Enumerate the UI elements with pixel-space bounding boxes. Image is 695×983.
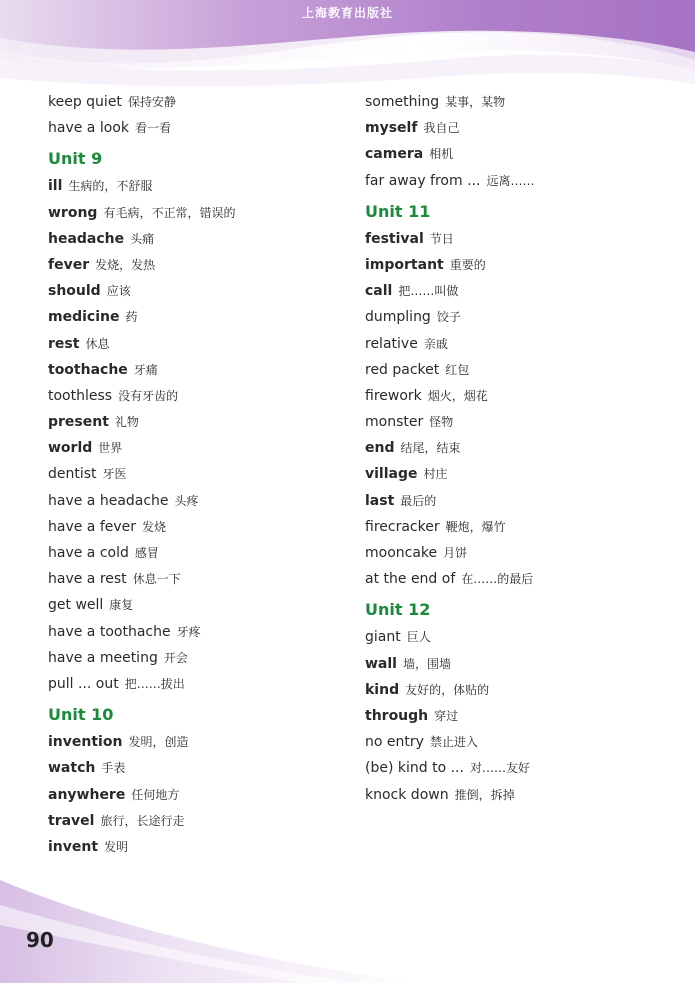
english-term: keep quiet	[48, 94, 122, 110]
english-term: last	[365, 492, 395, 509]
vocabulary-entry	[365, 702, 665, 728]
chinese-translation: 任何地方	[131, 787, 180, 802]
english-term: invent	[48, 838, 99, 855]
chinese-translation: 穿过	[434, 708, 459, 723]
english-term: through	[365, 707, 429, 724]
vocabulary-entry	[365, 356, 665, 382]
english-term: invention	[48, 734, 123, 751]
english-term: rest	[48, 335, 80, 352]
english-term: firecracker	[365, 518, 440, 535]
vocabulary-entry	[48, 807, 348, 833]
chinese-translation: 礼物	[114, 415, 139, 430]
vocabulary-entry	[365, 539, 665, 565]
chinese-translation: 远离……	[486, 173, 535, 188]
vocabulary-entry	[48, 277, 348, 303]
chinese-translation: 休息一下	[132, 572, 181, 587]
unit-heading: Unit 12	[365, 600, 431, 620]
vocabulary-entry	[365, 330, 665, 356]
chinese-translation: 红包	[445, 362, 470, 377]
chinese-translation: 禁止进入	[429, 735, 478, 750]
english-term: have a cold	[48, 545, 129, 561]
vocabulary-entry	[48, 199, 348, 225]
english-term: no entry	[365, 734, 424, 751]
unit-heading: Unit 9	[48, 149, 103, 169]
vocabulary-entry	[365, 277, 665, 303]
vocabulary-entry	[48, 513, 348, 539]
english-term: (be) kind to ...	[365, 760, 464, 777]
english-term: relative	[365, 335, 418, 352]
vocabulary-right-column	[365, 88, 665, 807]
english-term: get well	[48, 597, 104, 614]
chinese-translation: 鞭炮，爆竹	[445, 519, 506, 534]
chinese-translation: 推倒，拆掉	[454, 787, 515, 802]
vocabulary-entry	[365, 513, 665, 539]
unit-heading: Unit 10	[48, 705, 114, 725]
vocabulary-entry	[365, 140, 665, 166]
chinese-translation: 没有牙齿的	[118, 388, 179, 403]
chinese-translation: 发明	[104, 839, 129, 854]
vocabulary-entry	[365, 460, 665, 486]
english-term: dentist	[48, 466, 97, 483]
vocabulary-entry	[365, 408, 665, 434]
english-term: important	[365, 256, 444, 273]
vocabulary-entry	[365, 487, 665, 513]
vocabulary-entry	[365, 167, 665, 193]
chinese-translation: 保持安静	[127, 95, 176, 109]
english-term: call	[365, 283, 393, 300]
vocabulary-entry	[48, 356, 348, 382]
chinese-translation: 相机	[429, 147, 454, 162]
english-term: have a headache	[48, 492, 169, 509]
chinese-translation: 生病的，不舒服	[68, 179, 153, 194]
english-term: knock down	[365, 786, 449, 803]
chinese-translation: 世界	[98, 441, 123, 456]
chinese-translation: 怪物	[429, 415, 454, 430]
chinese-translation: 亲戚	[423, 336, 448, 351]
chinese-translation: 节日	[429, 231, 454, 246]
vocabulary-entry	[48, 408, 348, 434]
chinese-translation: 旅行，长途行走	[100, 813, 185, 828]
english-term: monster	[365, 414, 424, 431]
vocabulary-entry	[48, 728, 348, 754]
chinese-translation: 头疼	[174, 493, 199, 508]
chinese-translation: 手表	[101, 761, 126, 776]
vocabulary-entry	[48, 487, 348, 513]
vocabulary-entry	[48, 251, 348, 277]
vocabulary-entry	[48, 670, 348, 696]
english-term: kind	[365, 681, 400, 698]
english-term: red packet	[365, 361, 440, 378]
english-term: should	[48, 283, 101, 300]
english-term: toothless	[48, 387, 113, 404]
chinese-translation: 我自己	[423, 121, 460, 136]
vocabulary-entry	[48, 754, 348, 780]
vocabulary-entry	[48, 434, 348, 460]
vocabulary-entry	[365, 565, 665, 591]
english-term: festival	[365, 230, 424, 247]
vocabulary-entry	[365, 225, 665, 251]
vocabulary-entry	[48, 382, 348, 408]
english-term: at the end of	[365, 571, 456, 588]
english-term: wall	[365, 655, 397, 672]
vocabulary-entry	[48, 88, 348, 114]
english-term: have a meeting	[48, 649, 158, 666]
english-term: village	[365, 466, 418, 483]
vocabulary-entry	[48, 591, 348, 617]
chinese-translation: 月饼	[443, 546, 468, 560]
vocabulary-entry	[48, 644, 348, 670]
chinese-translation: 村庄	[423, 467, 448, 482]
english-term: pull ... out	[48, 675, 119, 692]
vocabulary-entry	[48, 303, 348, 329]
vocabulary-entry	[48, 225, 348, 251]
publisher-header: 上海教育出版社	[301, 6, 393, 20]
chinese-translation: 重要的	[449, 257, 486, 272]
vocabulary-entry	[48, 618, 348, 644]
chinese-translation: 把……拔出	[124, 676, 185, 691]
english-term: present	[48, 414, 109, 431]
chinese-translation: 发烧	[142, 519, 167, 534]
chinese-translation: 墙，围墙	[402, 656, 451, 671]
english-term: have a rest	[48, 571, 127, 588]
chinese-translation: 头痛	[130, 231, 155, 246]
vocabulary-entry	[365, 728, 665, 754]
english-term: travel	[48, 812, 95, 829]
chinese-translation: 有毛病，不正常，错误的	[103, 205, 236, 220]
english-term: end	[365, 440, 395, 457]
chinese-translation: 某事，某物	[445, 95, 506, 109]
chinese-translation: 感冒	[134, 546, 159, 560]
english-term: world	[48, 440, 93, 457]
vocabulary-entry	[48, 114, 348, 140]
english-term: giant	[365, 629, 401, 646]
chinese-translation: 巨人	[406, 630, 431, 645]
english-term: have a toothache	[48, 623, 171, 640]
english-term: far away from ...	[365, 172, 481, 189]
english-term: fever	[48, 256, 90, 273]
chinese-translation: 牙疼	[176, 624, 201, 639]
vocabulary-entry	[365, 382, 665, 408]
english-term: mooncake	[365, 545, 438, 561]
vocabulary-entry	[48, 330, 348, 356]
chinese-translation: 结尾，结束	[400, 441, 461, 456]
english-term: ill	[48, 178, 63, 195]
chinese-translation: 药	[125, 310, 138, 325]
english-term: watch	[48, 760, 96, 777]
chinese-translation: 对……友好	[469, 761, 530, 776]
english-term: have a fever	[48, 518, 137, 535]
chinese-translation: 应该	[106, 284, 131, 299]
vocabulary-entry	[365, 781, 665, 807]
vocabulary-entry	[365, 434, 665, 460]
vocabulary-entry	[48, 781, 348, 807]
vocabulary-entry	[365, 114, 665, 140]
vocabulary-entry	[48, 172, 348, 198]
vocabulary-entry	[365, 754, 665, 780]
chinese-translation: 发明，创造	[128, 735, 189, 750]
vocabulary-entry	[365, 623, 665, 649]
english-term: dumpling	[365, 309, 431, 326]
chinese-translation: 把……叫做	[398, 284, 459, 299]
english-term: toothache	[48, 361, 128, 378]
vocabulary-entry	[48, 565, 348, 591]
chinese-translation: 牙医	[102, 467, 127, 482]
vocabulary-entry	[48, 539, 348, 565]
vocabulary-left-column	[48, 88, 348, 859]
page-number: 90	[26, 928, 54, 952]
chinese-translation: 看一看	[134, 121, 171, 136]
english-term: have a look	[48, 120, 129, 137]
vocabulary-entry	[365, 251, 665, 277]
chinese-translation: 在……的最后	[461, 572, 534, 587]
english-term: something	[365, 94, 440, 110]
english-term: medicine	[48, 309, 120, 326]
english-term: headache	[48, 230, 125, 247]
english-term: firework	[365, 387, 422, 404]
vocabulary-entry	[365, 650, 665, 676]
vocabulary-entry	[365, 88, 665, 114]
vocabulary-entry	[48, 460, 348, 486]
chinese-translation: 牙痛	[133, 362, 158, 377]
chinese-translation: 开会	[163, 650, 188, 665]
english-term: camera	[365, 146, 424, 163]
vocabulary-entry	[365, 303, 665, 329]
vocabulary-entry	[48, 833, 348, 859]
chinese-translation: 发烧，发热	[95, 257, 156, 272]
chinese-translation: 休息	[85, 336, 110, 351]
vocabulary-entry	[365, 676, 665, 702]
unit-heading: Unit 11	[365, 201, 431, 221]
english-term: myself	[365, 120, 418, 137]
english-term: wrong	[48, 204, 98, 221]
chinese-translation: 康复	[109, 598, 134, 613]
chinese-translation: 友好的，体贴的	[405, 682, 490, 697]
chinese-translation: 最后的	[400, 493, 437, 508]
chinese-translation: 烟火，烟花	[427, 388, 488, 403]
english-term: anywhere	[48, 786, 126, 803]
chinese-translation: 饺子	[436, 310, 461, 325]
